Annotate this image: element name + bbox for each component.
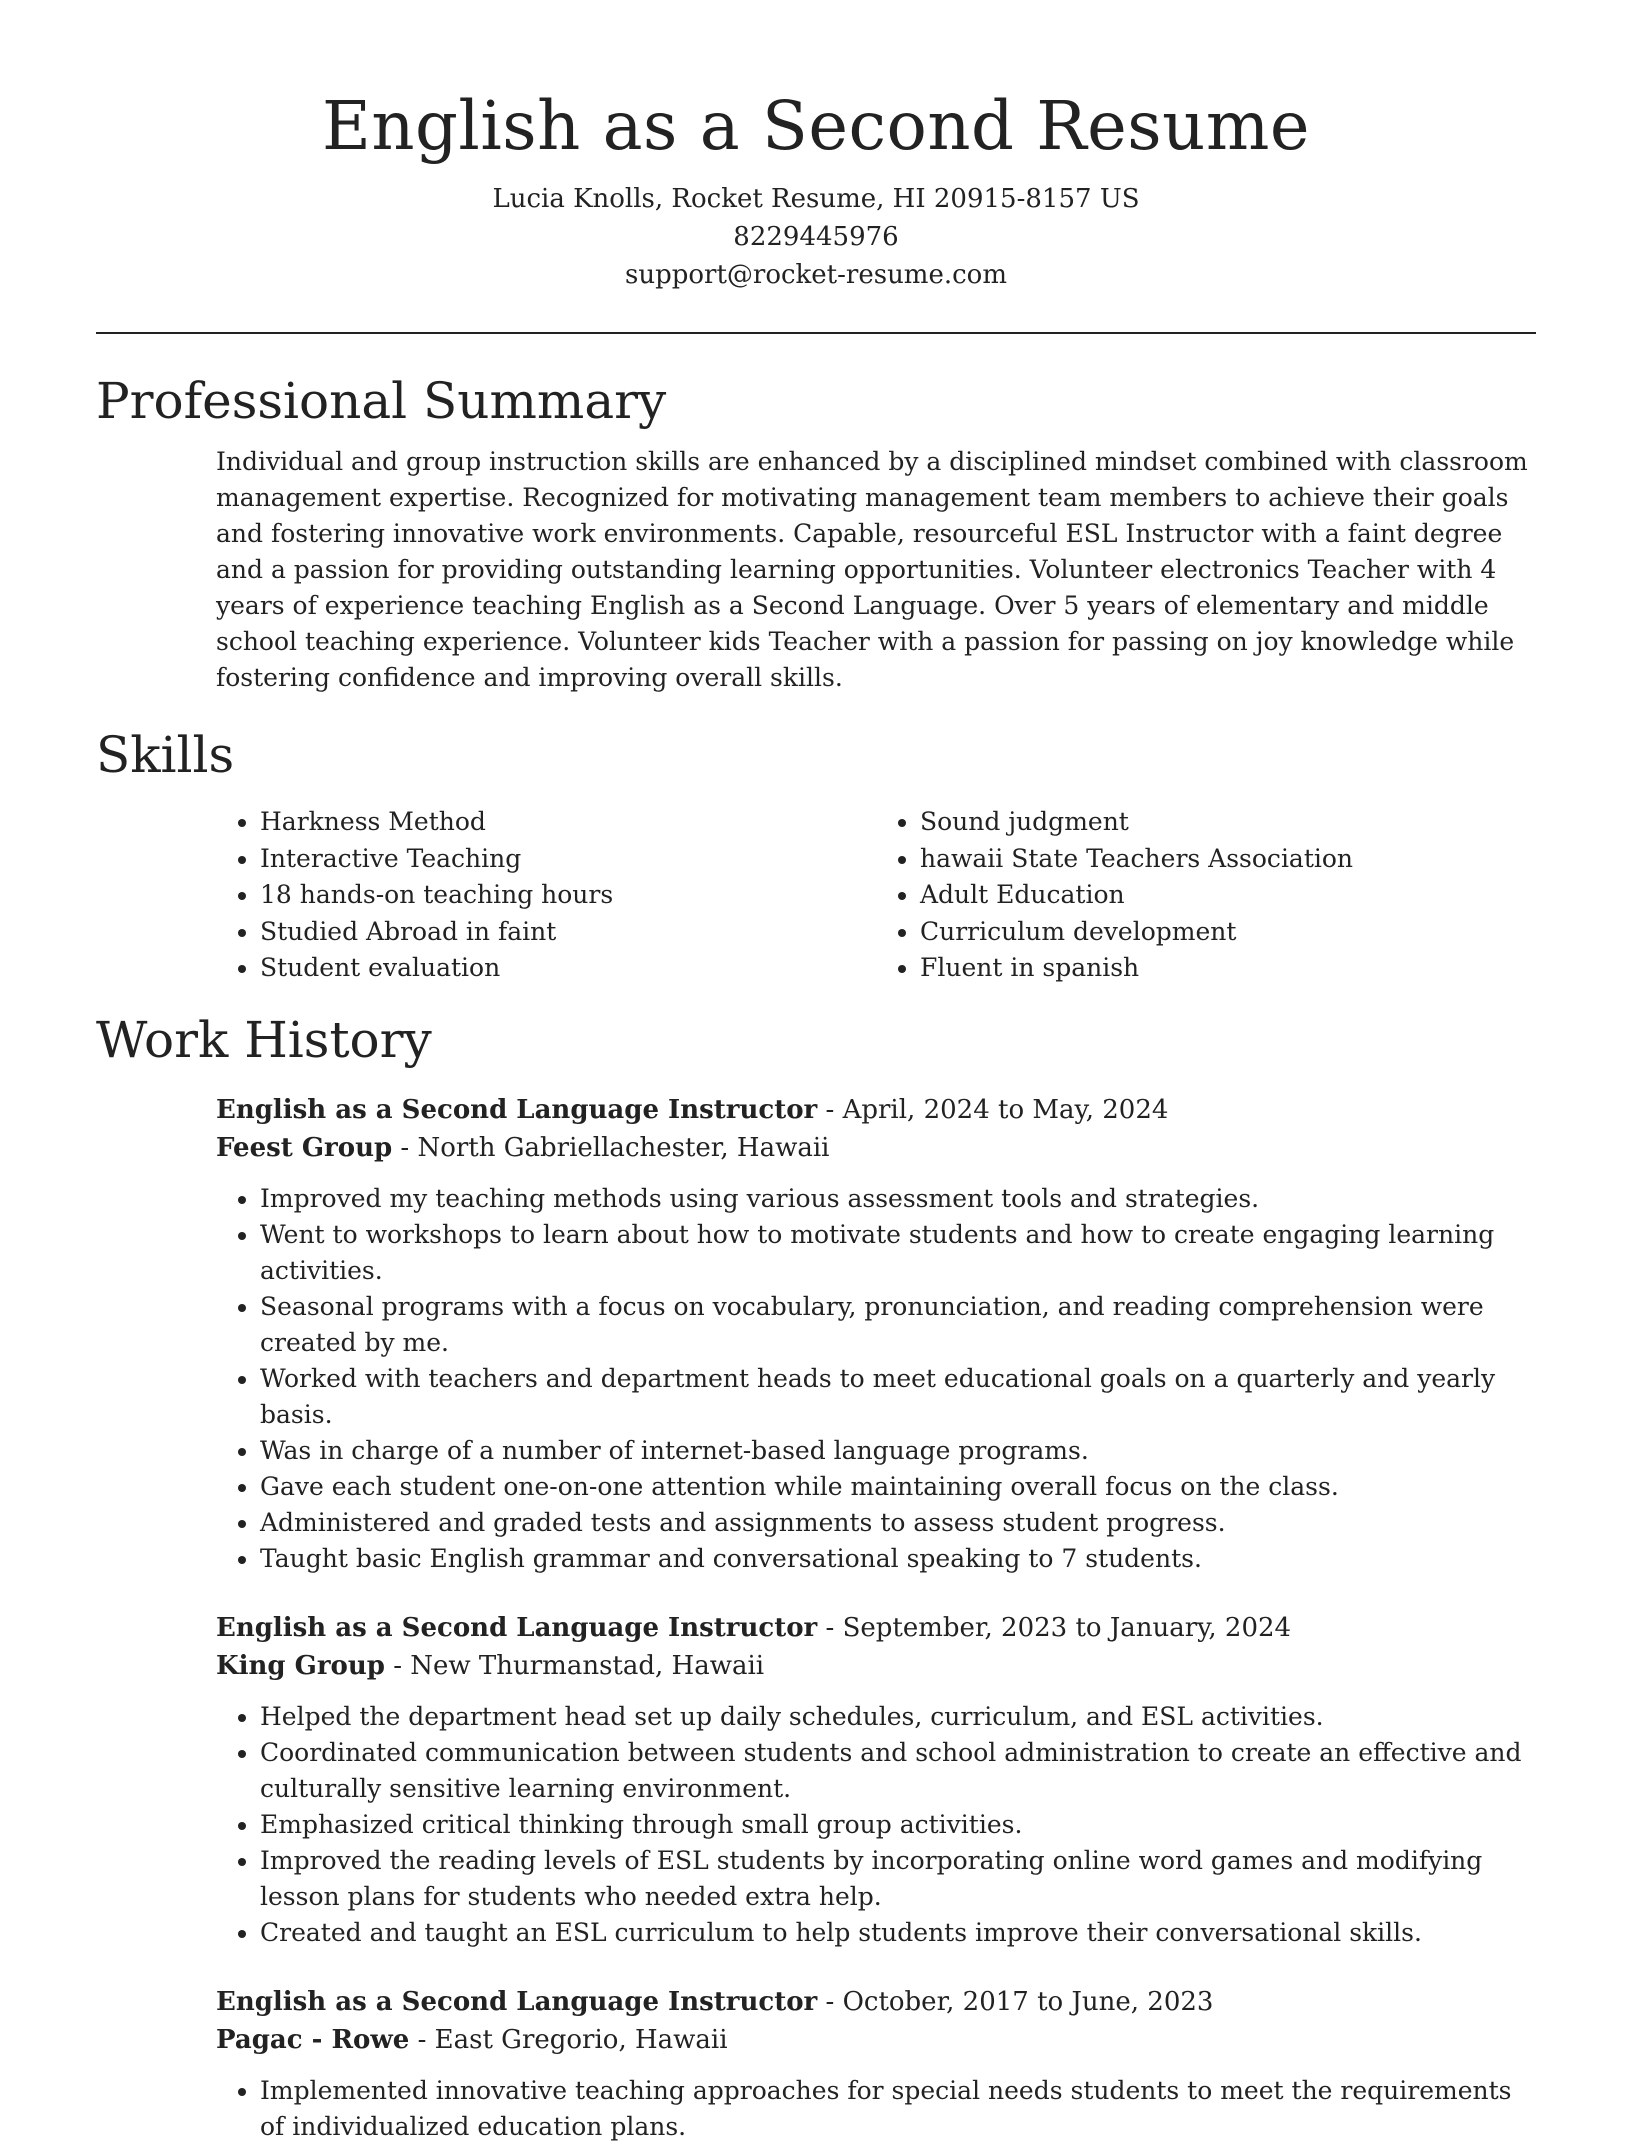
- job-company: King Group: [216, 1650, 385, 1681]
- contact-email: support@rocket-resume.com: [624, 260, 1007, 290]
- resume-title: English as a Second Resume: [321, 87, 1311, 165]
- skills-right-list: [876, 804, 1536, 987]
- job-entry: [216, 1983, 1536, 2145]
- job-entry: [216, 1091, 1536, 1577]
- summary-text: Individual and group instruction skills are enhanced by a disciplined mindset combined with classroom management expertise. Recognized for motivating management team members to achieve their goals and fostering innovative work environments. Capable, resourceful ESL Instructor with a faint degree and a passion for providing outstanding learning opportunities. Volunteer electronics Teacher with 4 years of experience teaching English as a Second Language. Over 5 years of elementary and middle school teaching experience. Volunteer kids Teacher with a passion for passing on joy knowledge while fostering confidence and improving overall skills.: [216, 447, 1528, 692]
- job-bullet: • Emphasized critical thinking through small group activities.: [260, 1807, 1536, 1843]
- skill-item: • Student evaluation: [260, 950, 876, 987]
- job-bullets: [216, 1181, 1536, 1577]
- job-bullet: • Improved the reading levels of ESL students by incorporating online word games and modifying lesson plans for students who needed extra help.: [260, 1843, 1536, 1915]
- contact-phone: 8229445976: [733, 222, 899, 252]
- skill-item: • Adult Education: [920, 877, 1536, 914]
- skill-item: • Fluent in spanish: [920, 950, 1536, 987]
- job-bullet: • Coordinated communication between students and school administration to create an effective and culturally sensitive learning environment.: [260, 1735, 1536, 1807]
- job-bullets: [216, 2073, 1536, 2145]
- skills-left-list: [216, 804, 876, 987]
- summary-heading: Professional Summary: [96, 372, 667, 430]
- contact-block: [96, 180, 1536, 294]
- job-bullet: • Administered and graded tests and assignments to assess student progress.: [260, 1505, 1536, 1541]
- job-title-line: [216, 1091, 1536, 1129]
- work-history-heading: Work History: [96, 1010, 432, 1069]
- skill-item: • 18 hands-on teaching hours: [260, 877, 876, 914]
- job-bullet: • Taught basic English grammar and conversational speaking to 7 students.: [260, 1541, 1536, 1577]
- job-bullet: • Implemented innovative teaching approaches for special needs students to meet the requirements of individualized education plans.: [260, 2073, 1536, 2145]
- job-bullet: • Worked with teachers and department heads to meet educational goals on a quarterly and yearly basis.: [260, 1361, 1536, 1433]
- job-company: Feest Group: [216, 1132, 393, 1163]
- job-bullet: • Gave each student one-on-one attention while maintaining overall focus on the class.: [260, 1469, 1536, 1505]
- resume-page: [96, 0, 1536, 2145]
- skill-item: • Harkness Method: [260, 804, 876, 841]
- job-bullet: • Created and taught an ESL curriculum to help students improve their conversational skills.: [260, 1915, 1536, 1951]
- job-title: English as a Second Language Instructor: [216, 1986, 818, 2017]
- resume-header: [96, 0, 1536, 294]
- job-bullet: • Improved my teaching methods using various assessment tools and strategies.: [260, 1181, 1536, 1217]
- job-location: - North Gabriellachester, Hawaii: [392, 1132, 830, 1163]
- job-dates: - September, 2023 to January, 2024: [817, 1612, 1292, 1643]
- skill-item: • hawaii State Teachers Association: [920, 841, 1536, 878]
- contact-address: Lucia Knolls, Rocket Resume, HI 20915-8157 US: [492, 184, 1140, 214]
- job-dates: - October, 2017 to June, 2023: [817, 1986, 1214, 2017]
- job-title: English as a Second Language Instructor: [216, 1612, 818, 1643]
- summary-section: [96, 370, 1536, 696]
- skill-item: • Curriculum development: [920, 914, 1536, 951]
- job-company-line: [216, 1647, 1536, 1685]
- job-dates: - April, 2024 to May, 2024: [817, 1094, 1169, 1125]
- job-bullets: [216, 1699, 1536, 1951]
- job-title-line: [216, 1609, 1536, 1647]
- skills-section: [96, 724, 1536, 987]
- job-location: - East Gregorio, Hawaii: [409, 2024, 728, 2055]
- job-bullet: • Seasonal programs with a focus on vocabulary, pronunciation, and reading comprehension were created by me.: [260, 1289, 1536, 1361]
- job-company-line: [216, 2021, 1536, 2059]
- job-bullet: • Went to workshops to learn about how to motivate students and how to create engaging learning activities.: [260, 1217, 1536, 1289]
- skills-heading: Skills: [96, 726, 235, 784]
- job-title-line: [216, 1983, 1536, 2021]
- work-history-section: [96, 1009, 1536, 2145]
- skill-item: • Sound judgment: [920, 804, 1536, 841]
- job-company-line: [216, 1129, 1536, 1167]
- job-bullet: • Was in charge of a number of internet-based language programs.: [260, 1433, 1536, 1469]
- skills-columns: [216, 804, 1536, 987]
- job-entry: [216, 1609, 1536, 1951]
- header-divider: [96, 332, 1536, 334]
- job-title: English as a Second Language Instructor: [216, 1094, 818, 1125]
- job-location: - New Thurmanstad, Hawaii: [384, 1650, 765, 1681]
- skill-item: • Interactive Teaching: [260, 841, 876, 878]
- job-bullet: • Helped the department head set up daily schedules, curriculum, and ESL activities.: [260, 1699, 1536, 1735]
- skill-item: • Studied Abroad in faint: [260, 914, 876, 951]
- job-company: Pagac - Rowe: [216, 2024, 410, 2055]
